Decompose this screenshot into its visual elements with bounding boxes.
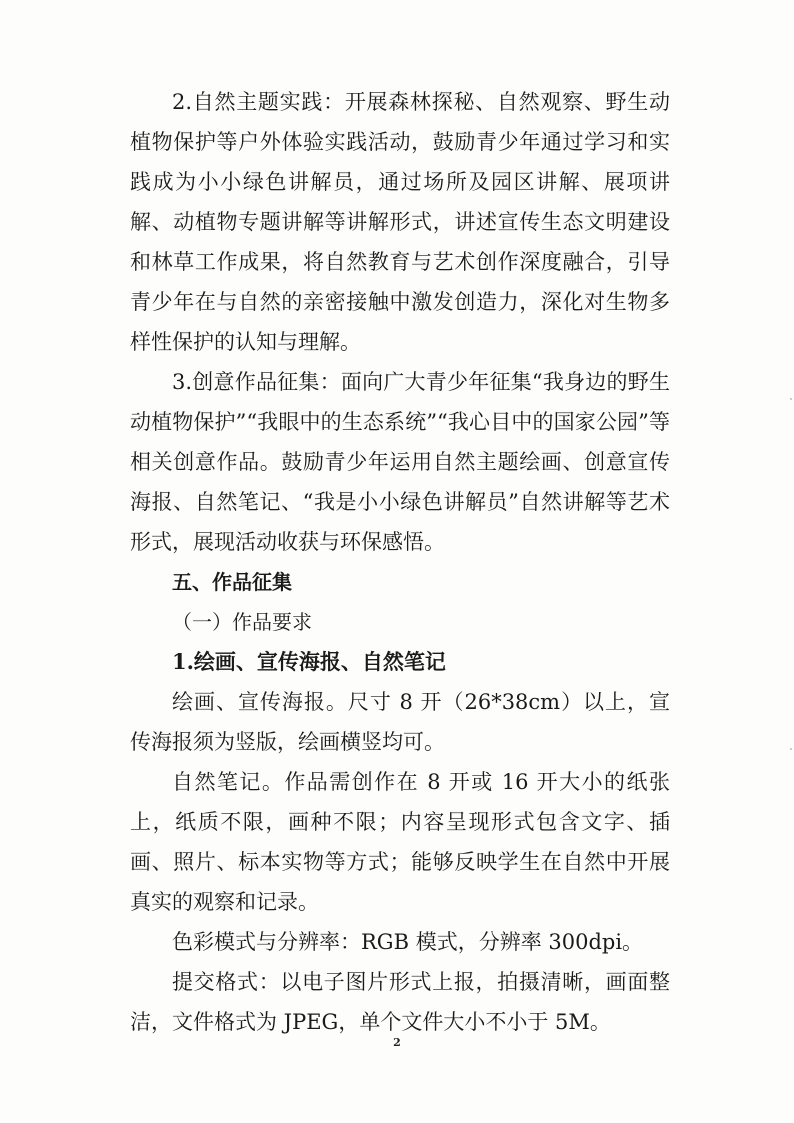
document-body xyxy=(130,82,670,1042)
item-heading-painting-poster-notes: 1.绘画、宣传海报、自然笔记 xyxy=(172,649,446,674)
section-heading-works-collection: 五、作品征集 xyxy=(172,570,292,594)
paragraph-nature-practice: 2.自然主题实践：开展森林探秘、自然观察、野生动植物保护等户外体验实践活动，鼓励青少年通过学习和实践成为小小绿色讲解员，通过场所及园区讲解、展项讲解、动植物专题讲解等讲解形式，讲述宣传生态文明建设和林草工作成果，将自然教育与艺术创作深度融合，引导青少年在与自然的亲密接触中激发创造力，深化对生物多样性保护的认知与理解。 xyxy=(130,90,670,354)
page-number: 2 xyxy=(393,1036,401,1049)
paragraph-painting-poster: 绘画、宣传海报。尺寸 8 开（26*38cm）以上，宣传海报须为竖版，绘画横竖均可。 xyxy=(130,690,670,754)
paragraph-submission-format: 提交格式：以电子图片形式上报，拍摄清晰，画面整洁，文件格式为 JPEG，单个文件大小不小于 5M。 xyxy=(130,970,670,1034)
paragraph-creative-works: 3.创意作品征集：面向广大青少年征集“我身边的野生动植物保护”“我眼中的生态系统”“我心目中的国家公园”等相关创意作品。鼓励青少年运用自然主题绘画、创意宣传海报、自然笔记、“我是小小绿色讲解员”自然讲解等艺术形式，展现活动收获与环保感悟。 xyxy=(130,370,670,554)
paragraph-nature-notes: 自然笔记。作品需创作在 8 开或 16 开大小的纸张上，纸质不限，画种不限；内容呈现形式包含文字、插画、照片、标本实物等方式；能够反映学生在自然中开展真实的观察和记录。 xyxy=(130,770,670,914)
subsection-heading-requirements: （一）作品要求 xyxy=(172,610,312,634)
scan-speck xyxy=(790,748,792,750)
scan-speck xyxy=(790,398,792,400)
paragraph-color-resolution: 色彩模式与分辨率：RGB 模式，分辨率 300dpi。 xyxy=(172,930,644,954)
